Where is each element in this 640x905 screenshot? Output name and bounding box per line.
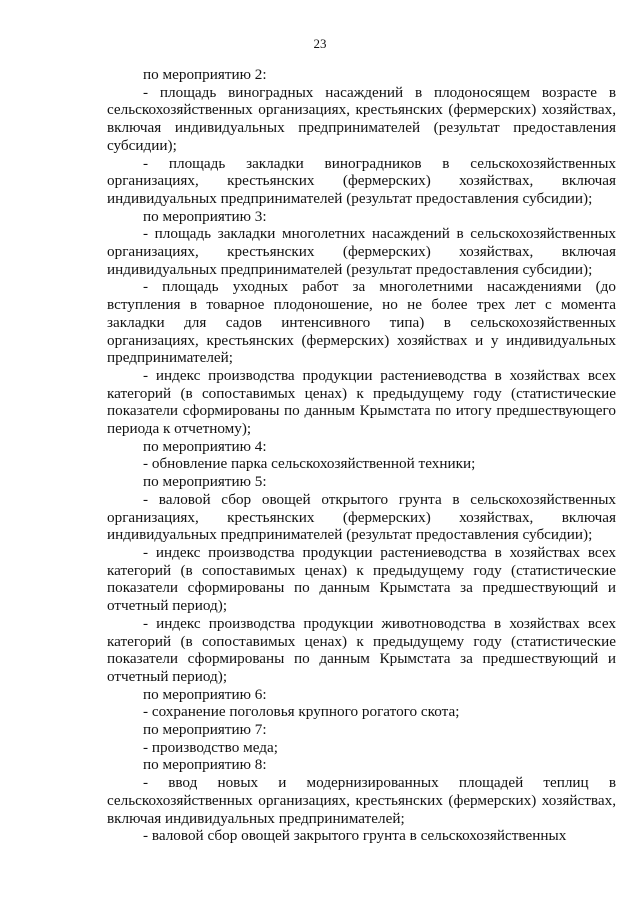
paragraph: - валовой сбор овощей закрытого грунта в сельскохозяйственных — [143, 827, 567, 845]
paragraph: - индекс производства продукции растениеводства в хозяйствах всех категорий (в сопоставимых ценах) к предыдущему году (статистические показатели сформированы по данным Крымстата за предшествующий и отчетный период); — [107, 543, 616, 615]
paragraph: по мероприятию 8: — [143, 756, 267, 774]
paragraph: по мероприятию 3: — [143, 207, 267, 225]
paragraph: по мероприятию 2: — [143, 66, 267, 83]
paragraph: - сохранение поголовья крупного рогатого скота; — [143, 703, 460, 721]
paragraph: - площадь виноградных насаждений в плодоносящем возрасте в сельскохозяйственных организациях, крестьянских (фермерских) хозяйствах, включая индивидуальных предпринимателей (результат предоставления субсидии); — [107, 83, 616, 154]
paragraph: по мероприятию 5: — [143, 473, 267, 491]
paragraph: - площадь закладки многолетних насаждений в сельскохозяйственных организациях, крестьянских (фермерских) хозяйствах, включая индивидуальных предпринимателей (результат предоставления субсидии); — [107, 225, 616, 278]
paragraph: - индекс производства продукции растениеводства в хозяйствах всех категорий (в сопоставимых ценах) к предыдущему году (статистические показатели сформированы по данным Крымстата по итогу предшествующего периода к отчетному); — [107, 366, 616, 438]
paragraph: - производство меда; — [143, 738, 278, 756]
paragraph: - ввод новых и модернизированных площадей теплиц в сельскохозяйственных организациях, крестьянских (фермерских) хозяйствах, включая индивидуальных предпринимателей; — [107, 774, 616, 827]
paragraph: - площадь уходных работ за многолетними насаждениями (до вступления в товарное плодоношение, но не более трех лет с момента закладки для садов интенсивного типа) в сельскохозяйственных организациях, крестьянских (фермерских) хозяйствах и у индивидуальных предпринимателей; — [107, 278, 616, 367]
page-number: 23 — [313, 36, 327, 51]
document-body — [107, 66, 616, 845]
paragraph: - площадь закладки виноградников в сельскохозяйственных организациях, крестьянских (фермерских) хозяйствах, включая индивидуальных предпринимателей (результат предоставления субсидии); — [107, 154, 616, 207]
paragraph: по мероприятию 4: — [143, 437, 267, 455]
paragraph: по мероприятию 7: — [143, 721, 267, 739]
paragraph: - индекс производства продукции животноводства в хозяйствах всех категорий (в сопоставимых ценах) к предыдущему году (статистические показатели сформированы по данным Крымстата за предшествующий и отчетный период); — [107, 614, 616, 685]
paragraph: - валовой сбор овощей открытого грунта в сельскохозяйственных организациях, крестьянских (фермерских) хозяйствах, включая индивидуальных предпринимателей (результат предоставления субсидии); — [107, 490, 616, 544]
paragraph: - обновление парка сельскохозяйственной техники; — [143, 455, 476, 473]
paragraph: по мероприятию 6: — [143, 685, 267, 703]
